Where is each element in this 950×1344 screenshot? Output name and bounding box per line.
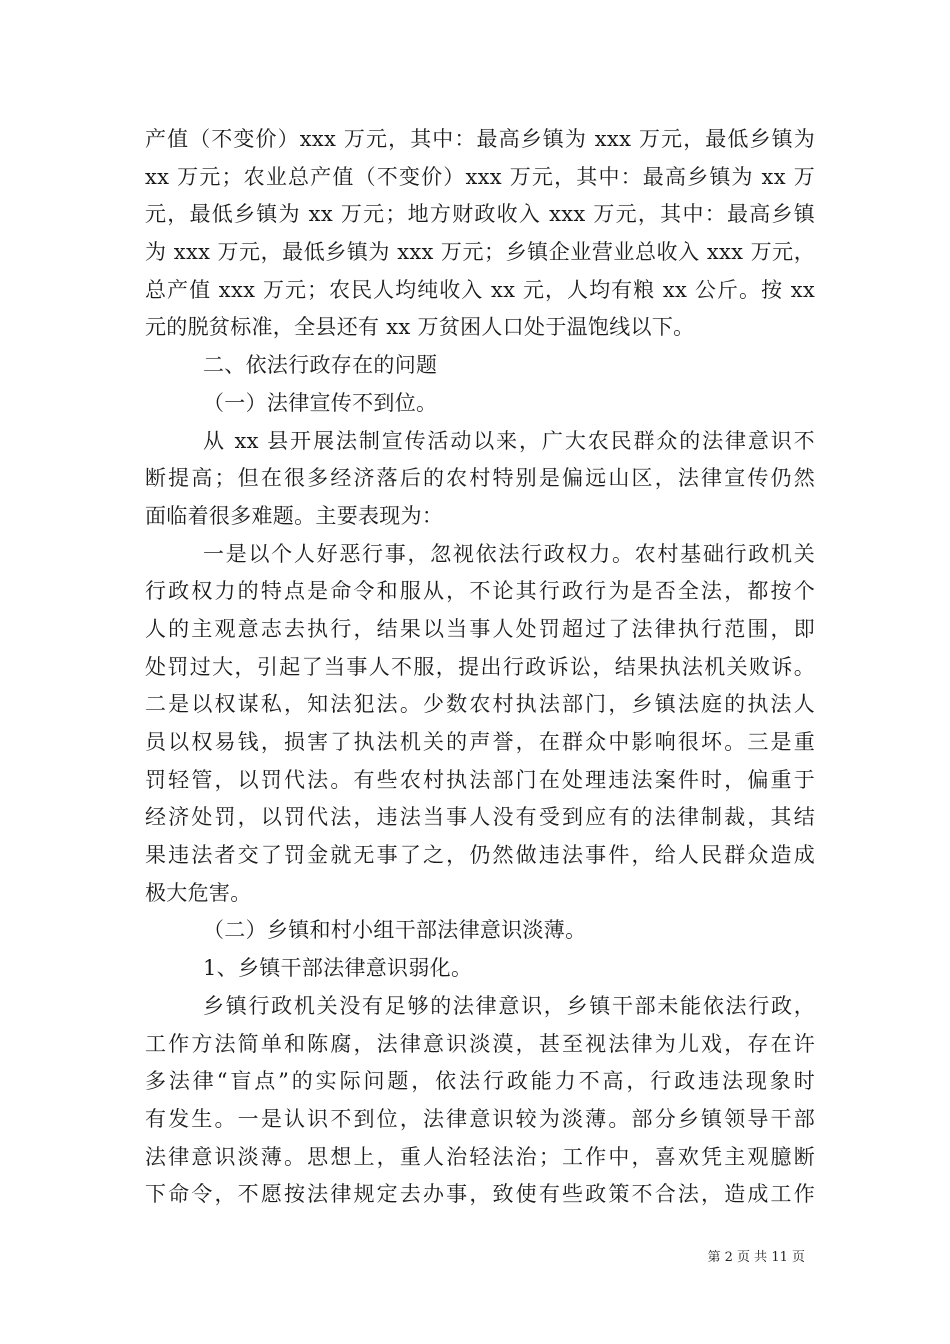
subsection-heading: （二）乡镇和村小组干部法律意识淡薄。	[203, 918, 587, 943]
paragraph-line: 罚轻管，以罚代法。有些农村执法部门在处理违法案件时，偏重于	[145, 767, 815, 792]
paragraph-line: 多法律“盲点”的实际问题，依法行政能力不高，行政违法现象时	[145, 1069, 815, 1094]
paragraph-line: xx 万元；农业总产值（不变价）xxx 万元，其中：最高乡镇为 xx 万	[145, 164, 815, 189]
paragraph-line: 面临着很多难题。主要表现为：	[145, 503, 444, 528]
subsection-heading: 1、乡镇干部法律意识弱化。	[203, 956, 473, 981]
subsection-heading: （一）法律宣传不到位。	[203, 390, 438, 415]
body-text	[145, 121, 815, 1214]
paragraph-line: 为 xxx 万元，最低乡镇为 xxx 万元；乡镇企业营业总收入 xxx 万元，	[145, 240, 815, 265]
section-heading: 二、依法行政存在的问题	[203, 353, 438, 378]
paragraph-line: 经济处罚，以罚代法，违法当事人没有受到应有的法律制裁，其结	[145, 805, 815, 830]
paragraph-line: 人的主观意志去执行，结果以当事人处罚超过了法律执行范围，即	[145, 616, 815, 641]
paragraph-line: 工作方法简单和陈腐，法律意识淡漠，甚至视法律为儿戏，存在许	[145, 1031, 815, 1056]
paragraph-line: 有发生。一是认识不到位，法律意识较为淡薄。部分乡镇领导干部	[145, 1106, 815, 1131]
paragraph-line: 行政权力的特点是命令和服从，不论其行政行为是否全法，都按个	[145, 579, 815, 604]
paragraph-line: 产值（不变价）xxx 万元，其中：最高乡镇为 xxx 万元，最低乡镇为	[145, 127, 815, 151]
paragraph-line: 元，最低乡镇为 xx 万元；地方财政收入 xxx 万元，其中：最高乡镇	[145, 202, 815, 227]
paragraph-line: 元的脱贫标准，全县还有 xx 万贫困人口处于温饱线以下。	[145, 315, 695, 340]
paragraph-line: 果违法者交了罚金就无事了之，仍然做违法事件，给人民群众造成	[145, 843, 815, 868]
paragraph-line: 一是以个人好恶行事，忽视依法行政权力。农村基础行政机关	[203, 541, 815, 566]
paragraph-line: 员以权易钱，损害了执法机关的声誉，在群众中影响很坏。三是重	[145, 730, 815, 754]
paragraph-line: 断提高；但在很多经济落后的农村特别是偏远山区，法律宣传仍然	[145, 466, 815, 491]
paragraph-line: 总产值 xxx 万元；农民人均纯收入 xx 元，人均有粮 xx 公斤。按 xx	[145, 277, 815, 302]
paragraph-line: 从 xx 县开展法制宣传活动以来，广大农民群众的法律意识不	[203, 428, 815, 453]
paragraph-line: 二是以权谋私，知法犯法。少数农村执法部门，乡镇法庭的执法人	[145, 692, 815, 717]
paragraph-line: 下命令，不愿按法律规定去办事，致使有些政策不合法，造成工作	[145, 1182, 815, 1207]
paragraph-line: 极大危害。	[145, 880, 252, 905]
paragraph-line: 法律意识淡薄。思想上，重人治轻法治；工作中，喜欢凭主观臆断	[145, 1144, 815, 1169]
page-number: 第 2 页 共 11 页	[707, 1250, 805, 1265]
paragraph-line: 乡镇行政机关没有足够的法律意识，乡镇干部未能依法行政，	[203, 993, 815, 1018]
paragraph-line: 处罚过大，引起了当事人不服，提出行政诉讼，结果执法机关败诉。	[145, 654, 815, 679]
